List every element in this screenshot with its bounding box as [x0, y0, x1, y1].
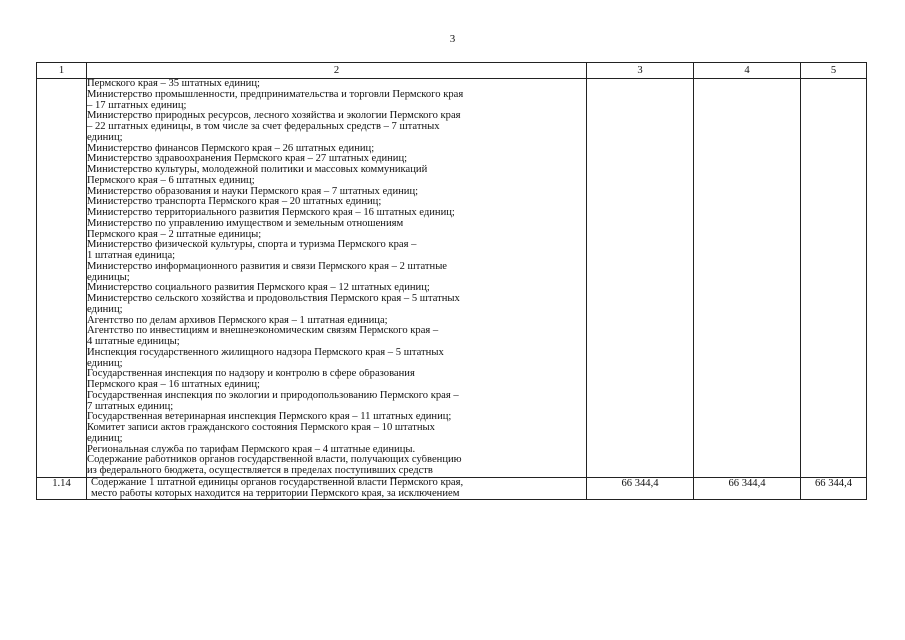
description-line: Министерство территориального развития Пермского края – 16 штатных единиц;: [87, 208, 455, 218]
row-1-14-line: Содержание 1 штатной единицы органов государственной власти Пермского края,: [91, 477, 464, 488]
row-1-14-description: [87, 477, 587, 500]
header-col-4: 4: [694, 63, 801, 79]
continuation-index-cell: [37, 79, 87, 478]
description-line: Министерство образования и науки Пермского края – 7 штатных единиц;: [87, 186, 419, 197]
continuation-col-3: [587, 79, 694, 478]
description-line: единиц;: [87, 358, 123, 369]
description-line: Комитет записи актов гражданского состояния Пермского края – 10 штатных: [87, 423, 435, 433]
table-row-continuation: [37, 79, 867, 478]
description-line: Министерство финансов Пермского края – 26 штатных единиц;: [87, 143, 375, 154]
page-number: 3: [449, 33, 456, 45]
description-line: Министерство по управлению имуществом и земельным отношениям: [87, 218, 404, 229]
continuation-col-4: [694, 79, 801, 478]
description-line: Агентство по делам архивов Пермского края – 1 штатная единица;: [87, 315, 388, 326]
description-line: Министерство физической культуры, спорта и туризма Пермского края –: [87, 240, 417, 251]
row-1-14-line: место работы которых находится на территории Пермского края, за исключением: [91, 488, 460, 499]
row-1-14-col-4: 66 344,4: [694, 477, 801, 500]
description-line: единиц;: [87, 132, 123, 143]
description-line: 1 штатная единица;: [87, 251, 176, 261]
description-line: единиц;: [87, 304, 123, 315]
description-line: Государственная инспекция по экологии и природопользованию Пермского края –: [87, 390, 459, 401]
description-line: Министерство сельского хозяйства и продовольствия Пермского края – 5 штатных: [87, 294, 460, 304]
header-col-5: 5: [801, 63, 867, 79]
description-line: Государственная ветеринарная инспекция Пермского края – 11 штатных единиц;: [87, 412, 452, 423]
table-header-row: [37, 63, 867, 79]
description-line: единиц;: [87, 433, 123, 444]
description-line: Министерство социального развития Пермского края – 12 штатных единиц;: [87, 283, 430, 294]
description-line: Министерство информационного развития и связи Пермского края – 2 штатные: [87, 261, 448, 272]
description-line: единицы;: [87, 272, 130, 283]
description-line: из федерального бюджета, осуществляется в пределах поступивших средств: [87, 466, 433, 476]
description-line: Министерство промышленности, предпринимательства и торговли Пермского края: [87, 89, 464, 100]
description-line: Министерство природных ресурсов, лесного хозяйства и экологии Пермского края: [87, 111, 461, 122]
description-line: – 22 штатных единицы, в том числе за счет федеральных средств – 7 штатных: [87, 122, 440, 132]
continuation-col-5: [801, 79, 867, 478]
row-index: 1.14: [37, 477, 87, 500]
budget-table: [36, 62, 867, 500]
description-line: 4 штатные единицы;: [87, 337, 180, 347]
header-col-1: 1: [37, 63, 87, 79]
description-line: Министерство здравоохранения Пермского края – 27 штатных единиц;: [87, 154, 408, 165]
description-line: Пермского края – 2 штатные единицы;: [87, 229, 262, 240]
description-line: Пермского края – 16 штатных единиц;: [87, 380, 260, 390]
row-1-14-col-3: 66 344,4: [587, 477, 694, 500]
description-line: – 17 штатных единиц;: [87, 100, 187, 111]
description-line: Агентство по инвестициям и внешнеэкономическим связям Пермского края –: [87, 326, 439, 337]
table-row-1-14: [37, 477, 867, 500]
description-line: Министерство культуры, молодежной политики и массовых коммуникаций: [87, 165, 428, 175]
description-line: Государственная инспекция по надзору и контролю в сфере образования: [87, 369, 415, 380]
description-line: Региональная служба по тарифам Пермского края – 4 штатные единицы.: [87, 444, 416, 455]
description-line: Содержание работников органов государственной власти, получающих субвенцию: [87, 455, 462, 466]
description-line: 7 штатных единиц;: [87, 401, 174, 412]
description-line: Министерство транспорта Пермского края – 20 штатных единиц;: [87, 197, 382, 208]
description-line: Инспекция государственного жилищного надзора Пермского края – 5 штатных: [87, 347, 444, 358]
row-1-14-col-5: 66 344,4: [801, 477, 867, 500]
header-col-2: 2: [87, 63, 587, 79]
description-line: Пермского края – 35 штатных единиц;: [87, 79, 260, 89]
header-col-3: 3: [587, 63, 694, 79]
continuation-description-cell: [87, 79, 587, 478]
description-line: Пермского края – 6 штатных единиц;: [87, 175, 255, 186]
